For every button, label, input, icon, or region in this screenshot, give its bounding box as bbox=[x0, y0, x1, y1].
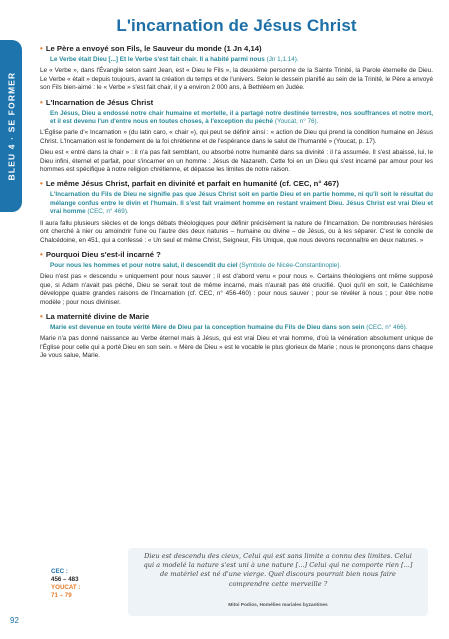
section-quote: Le Verbe était Dieu [...] Et le Verbe s'est fait chair. Il a habité parmi nous (Jn 1,1.14). bbox=[50, 56, 299, 63]
section-quote: L'Incarnation du Fils de Dieu ne signifie pas que Jésus Christ soit en partie Dieu et en partie homme, ni qu'il soit le résultat du mélange confus entre le divin et l'humain. Il s'est fait vraiment homme en restant vraiment Dieu. Jésus Christ est vrai Dieu et vrai homme (CEC, n° 469). bbox=[50, 191, 433, 216]
page-content bbox=[40, 16, 433, 366]
section-heading: • L'Incarnation de Jésus Christ bbox=[40, 97, 154, 107]
section-paragraph: Dieu n'est pas « descendu » uniquement pour nous sauver ; il est d'abord venu « pour nous ». Certains théologiens ont même supposé que, si Adam n'avait pas péché, Dieu se serait tout de même incarné, mais n'aurait pas été crucifié. Quoi qu'il en soit, le Catéchisme développe quatre grandes raisons de l'Incarnation (cf. CEC, n° 456-460) : pour nous sauver ; pour se révéler à nous ; pour être notre modèle ; pour nous diviniser. bbox=[40, 273, 433, 306]
section-quote: Marie est devenue en toute vérité Mère de Dieu par la conception humaine du Fils de Dieu dans son sein (CEC, n° 466). bbox=[50, 323, 408, 331]
section-paragraph: Marie n'a pas donné naissance au Verbe éternel mais à Jésus, qui est vrai Dieu et vrai homme, d'où la vénération absolument unique de l'Église pour celle qui a porté Dieu en son sein. « Mère de Dieu » est le vocable le plus glorieux de Marie ; nous le prononçons dans chaque Je vous salue, Marie. bbox=[40, 335, 433, 360]
page-title: L'incarnation de Jésus Christ bbox=[116, 16, 357, 35]
section-paragraph: Il aura fallu plusieurs siècles et de longs débats théologiques pour définir précisément la nature de l'Incarnation. De nombreuses hérésies ont cherché à nier ou amoindrir l'une ou l'autre des deux natures – humaine ou divine – de Jésus, ou à les séparer. C'est le concile de Chalcédoine, en 451, qui a confessé : « Un seul et même Christ, Seigneur, Fils Unique, que nous devons reconnaître en deux natures. » bbox=[40, 219, 433, 244]
section-5 bbox=[40, 312, 433, 361]
bullet-icon: • bbox=[40, 97, 43, 107]
bullet-icon: • bbox=[40, 249, 43, 259]
section-heading: • La maternité divine de Marie bbox=[40, 311, 150, 321]
bullet-icon: • bbox=[40, 44, 43, 53]
section-paragraph: Le « Verbe », dans l'Évangile selon saint Jean, est « Dieu le Fils », la deuxième personne de la Sainte Trinité, la Parole éternelle de Dieu. Le Verbe « était » depuis toujours, avant la création du temps et de l'univers. Selon le dessein planifié au sein de la Trinité, le Père a envoyé son Fils bien-aimé : le « Verbe » s'est fait chair, il y a environ 2 000 ans, à Bethléem en Judée. bbox=[40, 67, 434, 92]
page-number: 92 bbox=[10, 616, 19, 625]
section-1 bbox=[40, 44, 433, 93]
youcat-label: YOUCAT : bbox=[51, 584, 81, 591]
cec-value: 456 – 483 bbox=[51, 576, 79, 583]
section-4 bbox=[40, 250, 433, 307]
section-paragraph: L'Église parle d'« Incarnation » (du latin caro, « chair »), qui peut se définir ainsi : « action de Dieu qui prend la condition humaine en Jésus Christ. L'Incarnation est le fondement de la foi chrétienne et de l'espérance dans le salut de l'humanité » (Youcat, p. 17). bbox=[40, 129, 433, 145]
section-heading: • Le Père a envoyé son Fils, le Sauveur du monde (1 Jn 4,14) bbox=[40, 44, 262, 53]
side-tab-label: BLEU 4 · SE FORMER bbox=[6, 71, 16, 181]
youcat-value: 71 – 79 bbox=[51, 592, 72, 599]
section-quote: Pour nous les hommes et pour notre salut, il descendit du ciel (Symbole de Nicée-Constantinople). bbox=[50, 261, 342, 269]
section-heading: • Le même Jésus Christ, parfait en divinité et parfait en humanité (cf. CEC, n° 467) bbox=[40, 179, 339, 189]
section-heading: • Pourquoi Dieu s'est-il incarné ? bbox=[40, 249, 161, 259]
section-quote: En Jésus, Dieu a endossé notre chair humaine et mortelle, il a partagé notre destinée terrestre, nos souffrances et notre mort, et il est devenu l'un d'entre nous en toutes choses, à l'exception du péché (Youcat, n° 76). bbox=[50, 109, 433, 126]
footer-source: Mitoi Podios, Homélies mariales byzantines bbox=[228, 603, 328, 608]
bullet-icon: • bbox=[40, 179, 43, 189]
cec-label: CEC : bbox=[51, 568, 68, 575]
section-2 bbox=[40, 98, 433, 175]
section-paragraph: Dieu est « entré dans la chair » : il n'a pas fait semblant, ou absorbé notre humanité dans sa divinité : il l'a assumée. Il s'est abaissé, lui, le Dieu infini, éternel et parfait, pour s'incarner en un homme : Jésus de Nazareth. Cette foi en un Dieu qui s'est incarné par amour pour les hommes est spécifique à notre religion chrétienne, et dépasse les limites de notre raison. bbox=[40, 149, 433, 174]
bullet-icon: • bbox=[40, 311, 43, 321]
side-tab bbox=[0, 40, 22, 212]
reference-box bbox=[51, 568, 80, 600]
section-3 bbox=[40, 179, 433, 244]
footer-quote: Dieu est descendu des cieux, Celui qui est sans limite a connu des limites. Celui qui a modelé la nature s'est uni à une nature [...] Celui qui ne comporte rien [...] de matériel est né d'une vierge. Quel discours pourrait bien nous faire comprendre cette merveille ? bbox=[143, 552, 413, 588]
